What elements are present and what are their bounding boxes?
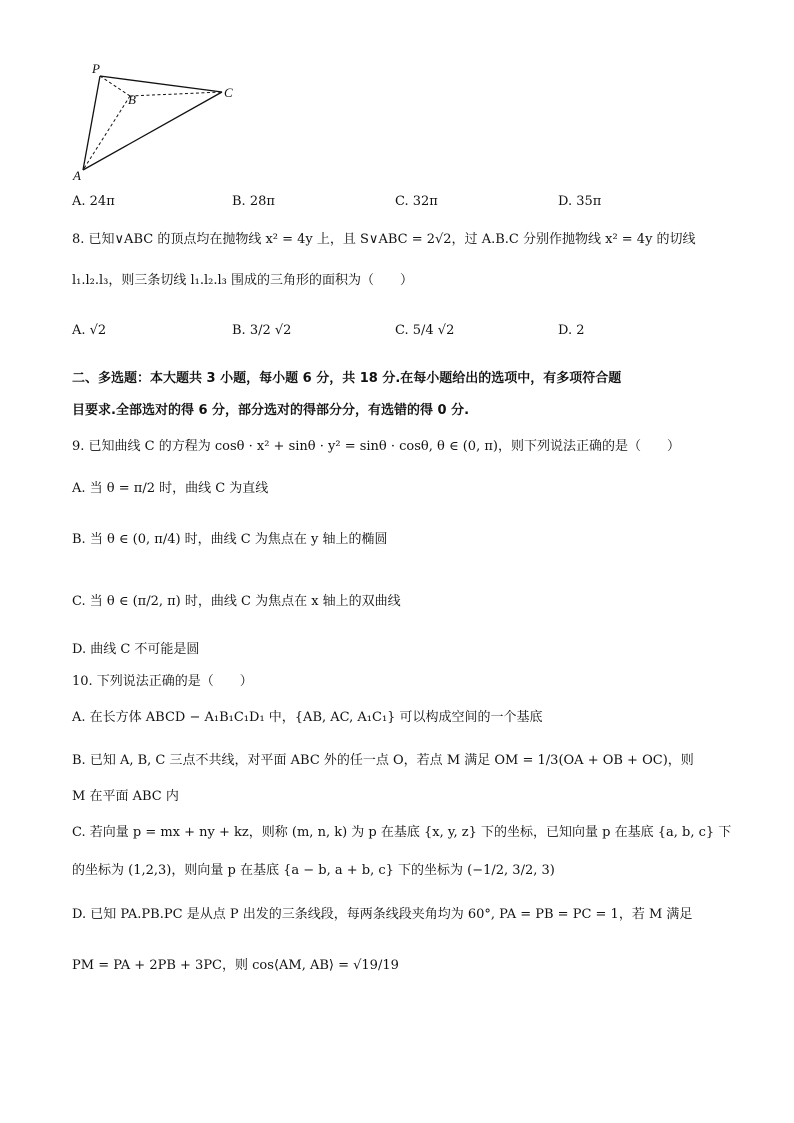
section2-heading-line2: 目要求.全部选对的得 6 分，部分选对的得部分分，有选错的得 0 分. bbox=[72, 403, 470, 418]
q7-options bbox=[72, 194, 752, 214]
edge-pc bbox=[100, 76, 222, 92]
q10-option-a[interactable]: A. 在长方体 ABCD − A₁B₁C₁D₁ 中，{AB, AC, A₁C₁} 可以构成空间的一个基底 bbox=[72, 710, 543, 725]
q9-option-b[interactable]: B. 当 θ ∈ (0, π/4) 时，曲线 C 为焦点在 y 轴上的椭圆 bbox=[72, 532, 388, 547]
q9-option-c[interactable]: C. 当 θ ∈ (π/2, π) 时，曲线 C 为焦点在 x 轴上的双曲线 bbox=[72, 594, 401, 609]
q10-option-c-line1[interactable]: C. 若向量 p = mx + ny + kz，则称 (m, n, k) 为 p 在基底 {x, y, z} 下的坐标，已知向量 p 在基底 {a, b, c} 下 bbox=[72, 825, 732, 840]
pyramid-figure bbox=[70, 62, 245, 182]
q9-option-d[interactable]: D. 曲线 C 不可能是圆 bbox=[72, 642, 200, 657]
q7-option-a[interactable]: A. 24π bbox=[72, 194, 115, 209]
q7-option-d[interactable]: D. 35π bbox=[558, 194, 602, 209]
q8-options bbox=[72, 323, 752, 343]
label-c: C bbox=[224, 85, 233, 100]
q7-option-b[interactable]: B. 28π bbox=[232, 194, 275, 209]
label-b: B bbox=[128, 92, 136, 107]
q10-option-d-line2: PM = PA + 2PB + 3PC，则 cos⟨AM, AB⟩ = √19/19 bbox=[72, 958, 399, 973]
q10-option-b-line1[interactable]: B. 已知 A, B, C 三点不共线，对平面 ABC 外的任一点 O，若点 M 满足 OM = 1/3(OA + OB + OC)，则 bbox=[72, 753, 694, 768]
label-p: P bbox=[92, 61, 100, 76]
q8-stem-line2: l₁.l₂.l₃，则三条切线 l₁.l₂.l₃ 围成的三角形的面积为（ ） bbox=[72, 273, 414, 288]
q7-option-c[interactable]: C. 32π bbox=[395, 194, 438, 209]
q10-option-b-line2: M 在平面 ABC 内 bbox=[72, 789, 179, 804]
label-a: A bbox=[73, 168, 81, 183]
edge-bc bbox=[130, 92, 222, 96]
q9-option-a[interactable]: A. 当 θ = π/2 时，曲线 C 为直线 bbox=[72, 481, 269, 496]
q8-option-c[interactable]: C. 5/4 √2 bbox=[395, 323, 455, 338]
q8-option-b[interactable]: B. 3/2 √2 bbox=[232, 323, 292, 338]
q9-stem: 9. 已知曲线 C 的方程为 cosθ · x² + sinθ · y² = sinθ · cosθ, θ ∈ (0, π)，则下列说法正确的是（ ） bbox=[72, 439, 680, 454]
section2-heading-line1: 二、多选题：本大题共 3 小题，每小题 6 分，共 18 分.在每小题给出的选项中，有多项符合题 bbox=[72, 371, 622, 386]
q10-stem: 10. 下列说法正确的是（ ） bbox=[72, 674, 253, 689]
q8-option-a[interactable]: A. √2 bbox=[72, 323, 107, 338]
q8-stem-line1: 8. 已知∨ABC 的顶点均在抛物线 x² = 4y 上，且 S∨ABC = 2√2，过 A.B.C 分别作抛物线 x² = 4y 的切线 bbox=[72, 232, 696, 247]
q10-option-d-line1[interactable]: D. 已知 PA.PB.PC 是从点 P 出发的三条线段，每两条线段夹角均为 60°, PA = PB = PC = 1，若 M 满足 bbox=[72, 907, 693, 922]
pyramid-diagram bbox=[70, 62, 245, 182]
q10-option-c-line2: 的坐标为 (1,2,3)，则向量 p 在基底 {a − b, a + b, c} 下的坐标为 (−1/2, 3/2, 3) bbox=[72, 863, 555, 878]
edge-pa bbox=[83, 76, 100, 170]
edge-ac bbox=[83, 92, 222, 170]
q8-option-d[interactable]: D. 2 bbox=[558, 323, 585, 338]
